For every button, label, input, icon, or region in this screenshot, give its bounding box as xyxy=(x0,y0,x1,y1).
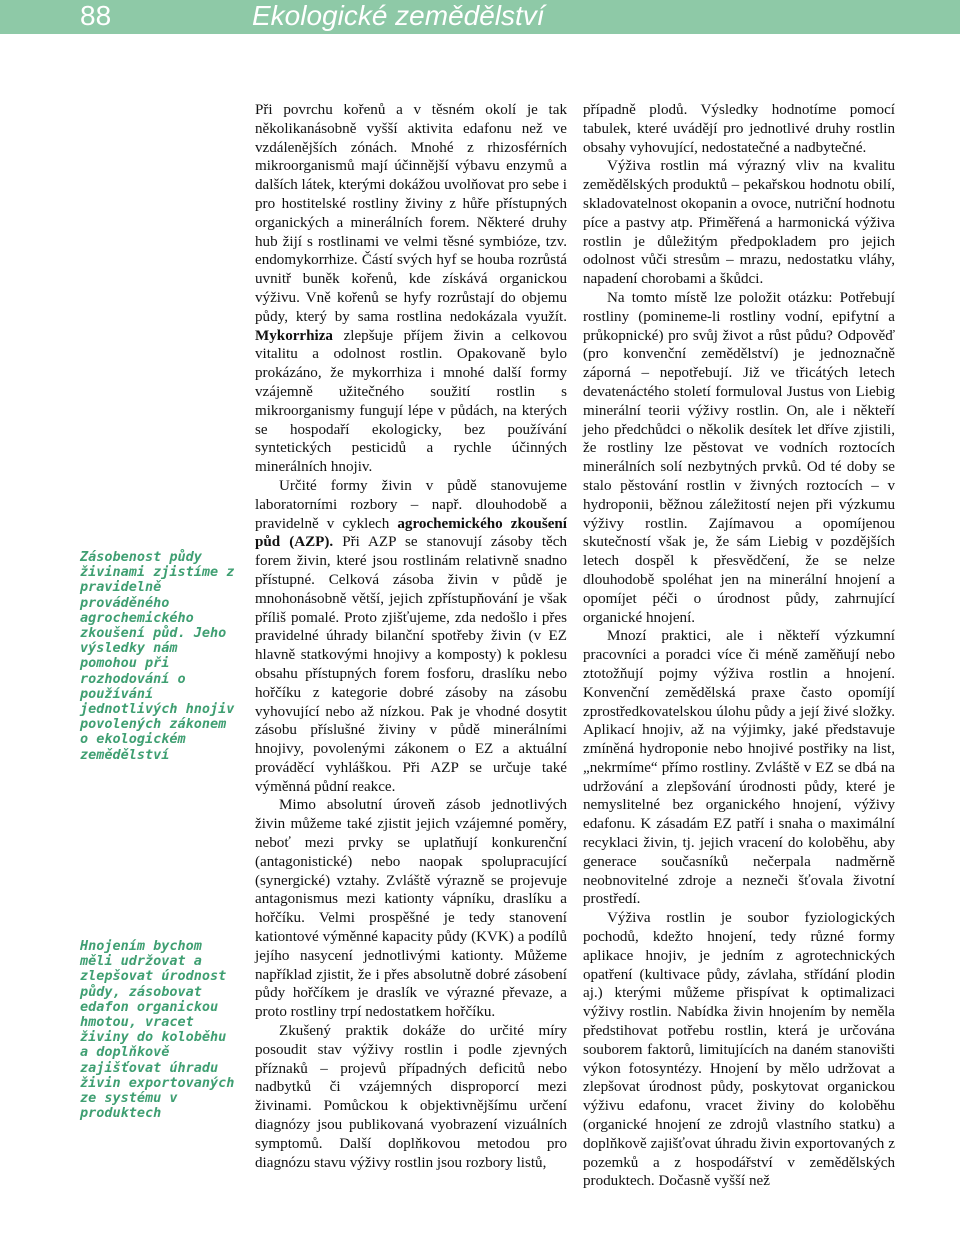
paragraph: Při povrchu kořenů a v těsném okolí je tak několikanásobně vyšší aktivita edafonu než ve vzdálenějších zónách. Mnohé z rhizosférních mikroorganismů mají účinnější výbavu enzymů a dalších látek, kterými dokážou uvolňovat pro sebe i pro hostitelské rostliny živiny z hůře přístupných organických a minerálních forem. Některé druhy hub žijí s rostlinami ve velmi těsné symbióze, tzv. endomykorrhize. Částí svých hyf se houba rozrůstá uvnitř buněk kořenů, kde získává organickou výživu. Vně kořenů se hyfy rozrůstají do objemu půdy, který by sama rostlina nedokázala využít. Mykorrhiza zlepšuje příjem živin a celkovou vitalitu a odolnost rostlin. Opakovaně bylo prokázáno, že mykorrhiza i mnohé další formy vzájemně užitečného soužití rostlin s mikroorganismy fungují lépe v půdách, na kterých se hospodaří ekologicky, bez používání syntetických pesticidů a rychle účinných minerálních hnojiv. xyxy=(255,102,567,476)
header-band xyxy=(0,0,960,34)
paragraph: Na tomto místě lze položit otázku: Potřebují rostliny (pomineme-li rostliny vodní, epifytní a průkopnické) pro svůj život a růst půdu? Odpověď (pro konvenční zemědělství) je jednoznačně záporná – nepotřebují. Již ve třicátých letech devatenáctého století formuloval Justus von Liebig minerální teorii výživy rostlin. On, ale i někteří jeho předchůdci o několik desítek let dříve zjistili, že rostliny lze pěstovat ve vodních roztocích minerálních solí nezbytných prvků. Od té doby se stalo pěstování rostlin v živných roztocích – v hydroponii, běžnou záležitostí nejen při výzkumu výživy rostlin. Zajímavou a opomíjenou skutečností však je, že sám Liebig v pozdějších letech dospěl k přesvědčení, že se nelze dlouhodobě spoléhat jen na minerální hnojení a opomíjet péči o úrodnost půdy, zahrnující organické hnojení. xyxy=(583,289,895,626)
running-title: Ekologické zemědělství xyxy=(252,0,545,31)
margin-note-soil-testing: Zásobenost půdy živinami zjistíme z pravidelně prováděného agrochemického zkoušení půd. Jeho výsledky nám pomohou při rozhodování o používání jednotlivých hnojiv povolených zákonem o ekologickém zemědělství xyxy=(80,549,235,763)
paragraph: případně plodů. Výsledky hodnotíme pomocí tabulek, které uvádějí pro jednotlivé druhy rostlin obsahy vyhovující, nedostatečné a nadbytečné. xyxy=(583,102,895,156)
term-azp: agrochemického zkoušení půd (AZP). xyxy=(255,515,567,551)
paragraph: Výživa rostlin je soubor fyziologických pochodů, kdežto hnojení, tedy různé formy aplikace hnojiv, je jedním z agrotechnických opatření (kultivace půdy, závlaha, střídání plodin aj.) kterými můžeme přispívat k optimalizaci výživy rostlin. Nabídka živin hnojením by neměla předstihovat potřebu rostlin, která je určována souborem faktorů, limitujících na daném stanovišti výkon fotosyntézy. Hnojení by mělo udržovat a zlepšovat úrodnost půdy, poskytovat organickou výživu edafonu, vracet živiny do koloběhu (organické hnojení ze zdrojů vlastního statku) a doplňkově zajišťovat úhradu živin exportovaných z pozemků a z hospodářství v zemědělských produktech. Dočasně vyšší než xyxy=(583,910,895,1190)
text-column-right xyxy=(583,101,895,1191)
paragraph: Určité formy živin v půdě stanovujeme laboratorními rozbory – např. dlouhodobě a pravidelně v cyklech agrochemického zkoušení půd (AZP). Při AZP se stanovují zásoby těch forem živin, které jsou rostlinám relativně snadno přístupné. Celková zásoba živin v půdě je mnohonásobně větší, jejich zpřístupňování je však příliš pomalé. Proto zjišťujeme, zda nedošlo i přes pravidelné úhrady bilanční spotřeby živin (v EZ hlavně statkovými hnojivy a komposty) k poklesu obsahu přístupných forem fosforu, draslíku nebo hořčíku z kategorie dobré zásoby na zásobu vyhovující nebo až nízkou. Pak je vhodné dosytit zásobu příslušné živiny v půdě minerálními hnojivy, povolenými zákonem o EZ a aktuální prováděcí vyhláškou. Při AZP se určuje také výměnná půdní reakce. xyxy=(255,477,567,795)
term-mykorrhiza: Mykorrhiza xyxy=(255,327,333,344)
paragraph: Zkušený praktik dokáže do určité míry posoudit stav výživy rostlin i podle zjevných příznaků – projevů případných deficitů nebo nadbytků či vzájemných disproporcí mezi živinami. Pomůckou k objektivnějšímu určení diagnózy jsou publikovaná vyobrazení vizuálních symptomů. Další doplňkovou metodou pro diagnózu stavu výživy rostlin jsou rozbory listů, xyxy=(255,1023,567,1171)
paragraph: Mnozí praktici, ale i někteří výzkumní pracovníci a poradci více či méně zaměňují nebo ztotožňují pojmy výživa rostlin a hnojení. Konvenční zemědělská praxe často opomíjí zprostředkovatelskou úlohu půdy a její živé složky. Aplikací hnojiv, až na výjimky, jaké představuje zmíněná hydroponie nebo hnojivé postřiky na list, „nekrmíme“ přímo rostliny. Zvláště v EZ se dbá na udržování a zlepšování úrodnosti půdy, které je nemyslitelné bez organického hnojení, výživy edafonu. K zásadám EZ patří i snaha o maximální recyklaci živin, tj. jejich vracení do koloběhu, aby generace současníků nečerpala nadměrně neobnovitelné zdroje a nezneči šťovala životní prostředí. xyxy=(583,628,895,908)
paragraph: Výživa rostlin má výrazný vliv na kvalitu zemědělských produktů – pekařskou hodnotu obilí, skladovatelnost okopanin a ovoce, nutriční hodnotu píce a pastvy atp. Přiměřená a harmonická výživa rostlin je důležitým předpokladem pro jejich odolnost vůči stresům – mrazu, nedostatku vláhy, napadení chorobami a škůdci. xyxy=(583,158,895,288)
text-column-left xyxy=(255,101,567,1172)
paragraph: Mimo absolutní úroveň zásob jednotlivých živin můžeme také zjistit jejich vzájemné poměry, neboť mezi prvky se uplatňují konkurenční (antagonistické) nebo naopak spolupracující (synergické) vztahy. Zvláště výrazně se projevuje antagonismus mezi kationty vápníku, draslíku a hořčíku. Velmi prospěšné je tedy stanovení kationtové výměnné kapacity půdy (KVK) a podílů jejího nasycení jednotlivými kationty. Můžeme například zjistit, že i přes absolutně dobré zásobení půdy hořčíkem je draslík ve výrazné převaze, a proto rostliny trpí nedostatkem hořčíku. xyxy=(255,797,567,1021)
page-number: 88 xyxy=(80,0,112,31)
margin-note-fertilization: Hnojením bychom měli udržovat a zlepšovat úrodnost půdy, zásobovat edafon organickou hmotou, vracet živiny do koloběhu a doplňkově zajišťovat úhradu živin exportovaných ze systému v produktech xyxy=(80,938,235,1122)
